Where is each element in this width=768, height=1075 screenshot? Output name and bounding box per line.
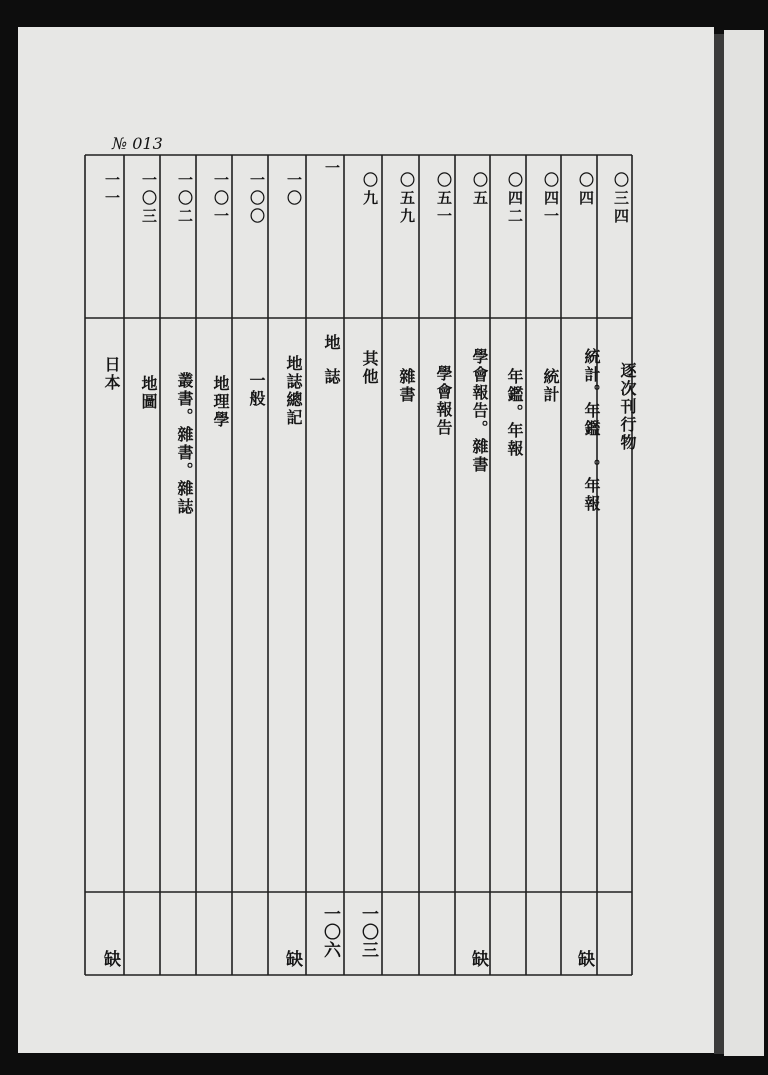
row-volumes: 一〇三 [358, 905, 378, 959]
row-note: 缺 [100, 950, 120, 967]
row-title: 逐次刊行物 [618, 362, 637, 452]
row-title: 日本 [102, 356, 121, 392]
row-code: 〇四 [577, 172, 595, 208]
row-note: 缺 [468, 950, 488, 967]
row-title: 地理學 [211, 375, 230, 429]
row-volumes: 一〇六 [320, 905, 340, 959]
row-code: 一〇二 [176, 172, 194, 226]
row-title: 叢書。雜書。雜誌 [175, 372, 194, 516]
section-title: 地誌 [322, 334, 341, 402]
row-title: 地誌總記 [284, 355, 303, 427]
row-title: 雜書 [397, 368, 416, 404]
page-number: № 013 [112, 134, 163, 153]
row-title: 統計 [541, 368, 560, 404]
row-title: 年鑑。年報 [505, 368, 524, 458]
row-note: 缺 [282, 950, 302, 967]
row-code: 〇四一 [542, 172, 560, 226]
row-code: 一〇三 [140, 172, 158, 226]
row-title: 一般 [247, 372, 266, 408]
section-code: 一 [323, 160, 341, 178]
row-code: 〇五九 [398, 172, 416, 226]
row-code: 一〇〇 [248, 172, 266, 226]
row-title: 地圖 [139, 375, 158, 411]
row-code: 〇五 [471, 172, 489, 208]
row-code: 〇三四 [612, 172, 630, 226]
row-note: 缺 [574, 950, 594, 967]
row-title: 學會報告。雜書 [470, 348, 489, 474]
row-title: 統計。年鑑 。年報 [582, 348, 601, 513]
row-code: 〇四二 [506, 172, 524, 226]
row-title: 學會報告 [434, 365, 453, 437]
row-code: 一〇一 [212, 172, 230, 226]
row-code: 一一 [103, 172, 121, 208]
row-code: 一〇 [285, 172, 303, 208]
row-code: 〇九 [361, 172, 379, 208]
row-title: 其他 [360, 350, 379, 386]
row-code: 〇五一 [435, 172, 453, 226]
